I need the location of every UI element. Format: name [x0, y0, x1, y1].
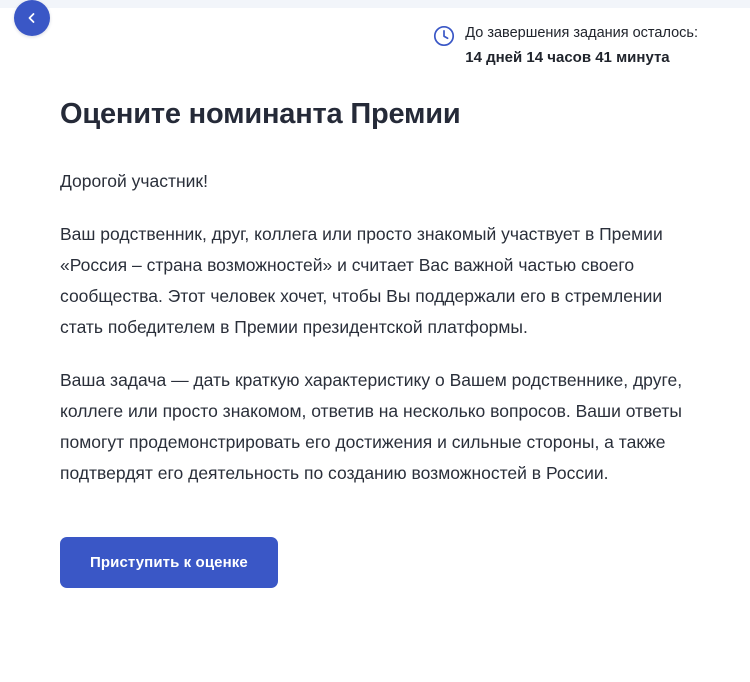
clock-icon: [433, 25, 455, 47]
intro-paragraph-1: Ваш родственник, друг, коллега или просто знакомый участвует в Премии «Россия – страна возможностей» и считает Вас важной частью своего сообщества. Этот человек хочет, чтобы Вы поддержали его в стремлении стать победителем в Премии президентской платформы.: [60, 224, 663, 337]
chevron-left-icon: [25, 11, 39, 25]
intro-greeting: Дорогой участник!: [60, 171, 208, 191]
deadline-value: 14 дней 14 часов 41 минута: [465, 49, 670, 66]
start-evaluation-button[interactable]: Приступить к оценке: [60, 537, 278, 588]
deadline-label: До завершения задания осталось:: [465, 25, 698, 41]
top-strip: [0, 0, 750, 8]
back-button[interactable]: [14, 0, 50, 36]
deadline-block: [433, 24, 698, 69]
intro-paragraph-2: Ваша задача — дать краткую характеристику о Вашем родственнике, друге, коллеге или просто знакомом, ответив на несколько вопросов. Ваши ответы помогут продемонстрировать его достижения и сильные стороны, а также подтвердят его деятельность по созданию возможностей в России.: [60, 370, 683, 483]
page-title: Оцените номинанта Премии: [60, 98, 461, 130]
cta-wrapper: [60, 537, 696, 588]
main-content: [60, 96, 696, 588]
